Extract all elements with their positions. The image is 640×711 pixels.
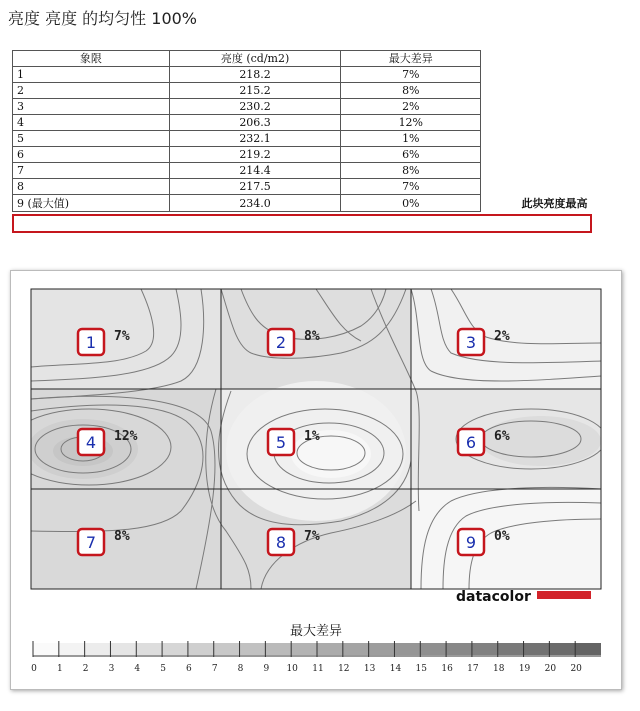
- cell-luminance: 230.2: [169, 99, 341, 115]
- scale-tick-label: 5: [160, 664, 166, 674]
- table-row: [13, 115, 596, 131]
- scale-segment: [291, 643, 317, 655]
- scale-segment: [524, 643, 550, 655]
- scale-segment: [188, 643, 214, 655]
- scale-tick-label: 8: [237, 664, 244, 674]
- logo-text: datacolor: [456, 589, 531, 605]
- scale-tick-label: 6: [186, 664, 192, 674]
- scale-tick-label: 9: [263, 664, 270, 674]
- cell-luminance: 232.1: [169, 131, 341, 147]
- scale-tick-label: 17: [467, 664, 479, 674]
- scale-tick-label: 19: [518, 664, 531, 674]
- quadrant-diff-value: 7%: [304, 529, 320, 544]
- max-brightness-note: 此块亮度最高: [521, 196, 588, 210]
- uniformity-table: [12, 50, 596, 212]
- cell-luminance: 215.2: [169, 83, 341, 99]
- scale-tick-label: 10: [286, 664, 298, 674]
- note-empty: [481, 83, 596, 99]
- note-empty: [481, 179, 596, 195]
- scale-segment: [369, 643, 395, 655]
- scale-bar: [31, 641, 601, 674]
- table-row: [13, 83, 596, 99]
- scale-segment: [110, 643, 136, 655]
- header-quadrant: 象限: [13, 51, 170, 67]
- cell-quadrant: 1: [13, 67, 170, 83]
- scale-segment: [33, 643, 59, 655]
- scale-tick-label: 7: [211, 664, 218, 674]
- table-header-row: [13, 51, 596, 67]
- note-empty: [481, 99, 596, 115]
- max-row-highlight: [12, 214, 592, 233]
- scale-tick-label: 1: [56, 664, 63, 674]
- table-row: [13, 131, 596, 147]
- cell-luminance: 206.3: [169, 115, 341, 131]
- scale-tick-label: 16: [441, 664, 453, 674]
- scale-segment: [446, 643, 472, 655]
- quadrant-number: 7: [85, 533, 97, 552]
- scale-segment: [317, 643, 343, 655]
- scale-segment: [498, 643, 524, 655]
- cell-quadrant: 8: [13, 179, 170, 195]
- scale-tick-label: 2: [82, 664, 89, 674]
- quadrant-diff-value: 7%: [114, 329, 130, 344]
- scale-segment: [394, 643, 420, 655]
- scale-segment: [59, 643, 85, 655]
- cell-quadrant: 5: [13, 131, 170, 147]
- quadrant-diff-value: 8%: [114, 529, 130, 544]
- scale-tick-label: 3: [108, 664, 115, 674]
- quadrant-diff-value: 0%: [494, 529, 510, 544]
- cell-quadrant: 2: [13, 83, 170, 99]
- table-row-max: [13, 195, 596, 212]
- scale-tick-label: 0: [31, 664, 37, 674]
- cell-luminance: 218.2: [169, 67, 341, 83]
- scale-segment: [265, 643, 291, 655]
- cell-diff: 0%: [341, 195, 481, 212]
- cell-diff: 12%: [341, 115, 481, 131]
- uniformity-contour-map: [11, 271, 621, 689]
- cell-quadrant: 3: [13, 99, 170, 115]
- quadrant-number: 6: [465, 433, 477, 452]
- cell-luminance: 214.4: [169, 163, 341, 179]
- quadrant-number: 3: [465, 333, 477, 352]
- header-max-diff: 最大差异: [341, 51, 481, 67]
- table-row: [13, 163, 596, 179]
- note-empty: [481, 131, 596, 147]
- scale-segment: [343, 643, 369, 655]
- scale-segment: [575, 643, 601, 655]
- scale-tick-label: 13: [363, 664, 376, 674]
- legend-title: 最大差异: [289, 624, 343, 639]
- scale-segment: [214, 643, 240, 655]
- cell-quadrant: 6: [13, 147, 170, 163]
- scale-tick-label: 14: [389, 664, 402, 674]
- scale-tick-label: 18: [493, 664, 505, 674]
- note-empty: [481, 163, 596, 179]
- cell-quadrant: 9 (最大值): [13, 195, 170, 212]
- cell-quadrant: 4: [13, 115, 170, 131]
- header-luminance: 亮度 (cd/m2): [169, 51, 341, 67]
- cell-luminance: 234.0: [169, 195, 341, 212]
- cell-diff: 8%: [341, 163, 481, 179]
- scale-tick-label: 4: [134, 664, 141, 674]
- page-title: 亮度 亮度 的均匀性 100%: [8, 9, 198, 28]
- cell-diff: 7%: [341, 67, 481, 83]
- scale-tick-label: 20: [544, 664, 557, 674]
- scale-segment: [472, 643, 498, 655]
- scale-segment: [549, 643, 575, 655]
- scale-segment: [420, 643, 446, 655]
- cell-diff: 6%: [341, 147, 481, 163]
- note-empty: [481, 115, 596, 131]
- quadrant-diff-value: 8%: [304, 329, 320, 344]
- cell-diff: 2%: [341, 99, 481, 115]
- scale-tick-label: 12: [338, 664, 350, 674]
- cell-diff: 8%: [341, 83, 481, 99]
- quadrant-number: 1: [85, 333, 97, 352]
- scale-segment: [85, 643, 111, 655]
- table-row: [13, 99, 596, 115]
- quadrant-number: 9: [465, 533, 477, 552]
- scale-segment: [240, 643, 266, 655]
- header-spacer: [481, 51, 596, 67]
- cell-luminance: 217.5: [169, 179, 341, 195]
- note-empty: [481, 147, 596, 163]
- table-row: [13, 67, 596, 83]
- cell-diff: 7%: [341, 179, 481, 195]
- quadrant-diff-value: 1%: [304, 429, 320, 444]
- quadrant-number: 5: [275, 433, 287, 452]
- quadrant-number: 2: [275, 333, 287, 352]
- scale-tick-label: 15: [415, 664, 427, 674]
- table-row: [13, 147, 596, 163]
- quadrant-number: 8: [275, 533, 287, 552]
- uniformity-figure: [10, 270, 622, 690]
- quadrant-number: 4: [85, 433, 97, 452]
- scale-tick-label: 20: [570, 664, 582, 674]
- note-empty: [481, 67, 596, 83]
- table-row: [13, 179, 596, 195]
- cell-diff: 1%: [341, 131, 481, 147]
- scale-segment: [136, 643, 162, 655]
- scale-segment: [162, 643, 188, 655]
- cell-quadrant: 7: [13, 163, 170, 179]
- datacolor-logo: [456, 589, 591, 605]
- quadrant-diff-value: 2%: [494, 329, 510, 344]
- quadrant-diff-value: 12%: [114, 429, 138, 444]
- cell-luminance: 219.2: [169, 147, 341, 163]
- quadrant-diff-value: 6%: [494, 429, 510, 444]
- scale-tick-label: 11: [312, 664, 324, 674]
